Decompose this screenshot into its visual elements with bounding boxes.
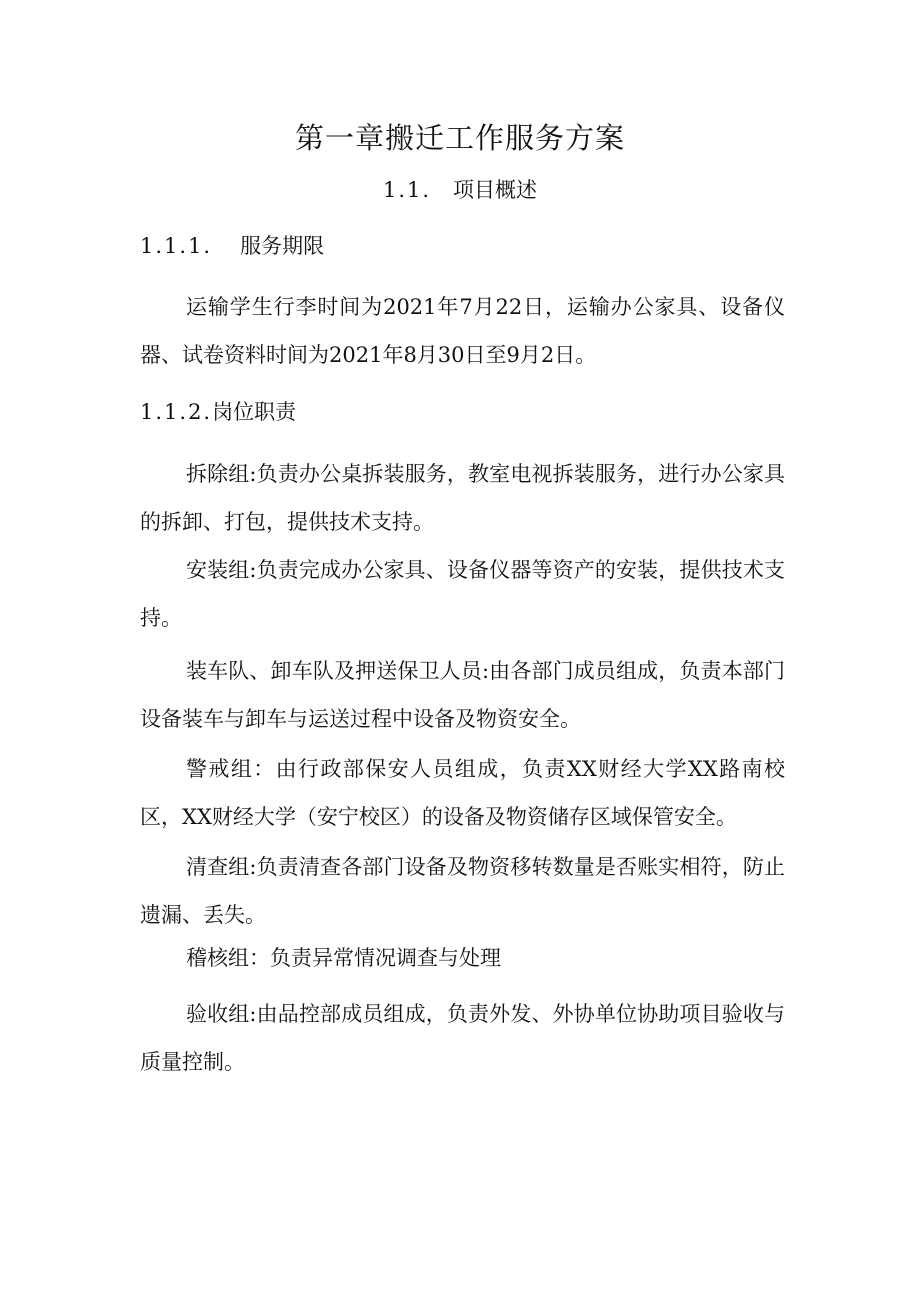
subsection-title-text: 服务期限 [240, 234, 325, 258]
chapter-title: 第一章搬迁工作服务方案 [294, 121, 625, 155]
subsection-heading-service-period [140, 230, 324, 262]
duty-paragraph-loading: 装车队、卸车队及押送保卫人员:由各部门成员组成，负责本部门设备装车与卸车与运送过程中设备及物资安全。 [140, 659, 785, 731]
subsection-number: 1.1.1. [140, 234, 213, 258]
subsection-heading-job-duties [140, 396, 296, 428]
duty-paragraph-inventory: 清查组:负责清查各部门设备及物资移转数量是否账实相符，防止遗漏、丢失。 [140, 855, 785, 927]
duty-paragraph-acceptance: 验收组:由品控部成员组成，负责外发、外协单位协助项目验收与质量控制。 [140, 1002, 785, 1074]
subsection-number: 1.1.2. [140, 400, 213, 424]
service-period-paragraph: 运输学生行李时间为2021年7月22日，运输办公家具、设备仪器、试卷资料时间为2021年8月30日至9月2日。 [140, 295, 785, 367]
duty-paragraph-installation: 安装组:负责完成办公家具、设备仪器等资产的安装，提供技术支持。 [140, 558, 785, 630]
section-title-text: 项目概述 [453, 178, 538, 202]
subsection-title-text: 岗位职责 [212, 400, 297, 424]
section-number: 1.1. [382, 178, 432, 202]
duty-paragraph-dismantling: 拆除组:负责办公桌拆装服务，教室电视拆装服务，进行办公家具的拆卸、打包，提供技术支持。 [140, 462, 785, 534]
duty-paragraph-security: 警戒组：由行政部保安人员组成，负责XX财经大学XX路南校区，XX财经大学（安宁校区）的设备及物资储存区域保管安全。 [140, 757, 785, 829]
section-heading [0, 174, 920, 206]
duty-paragraph-audit: 稽核组：负责异常情况调查与处理 [186, 946, 501, 970]
